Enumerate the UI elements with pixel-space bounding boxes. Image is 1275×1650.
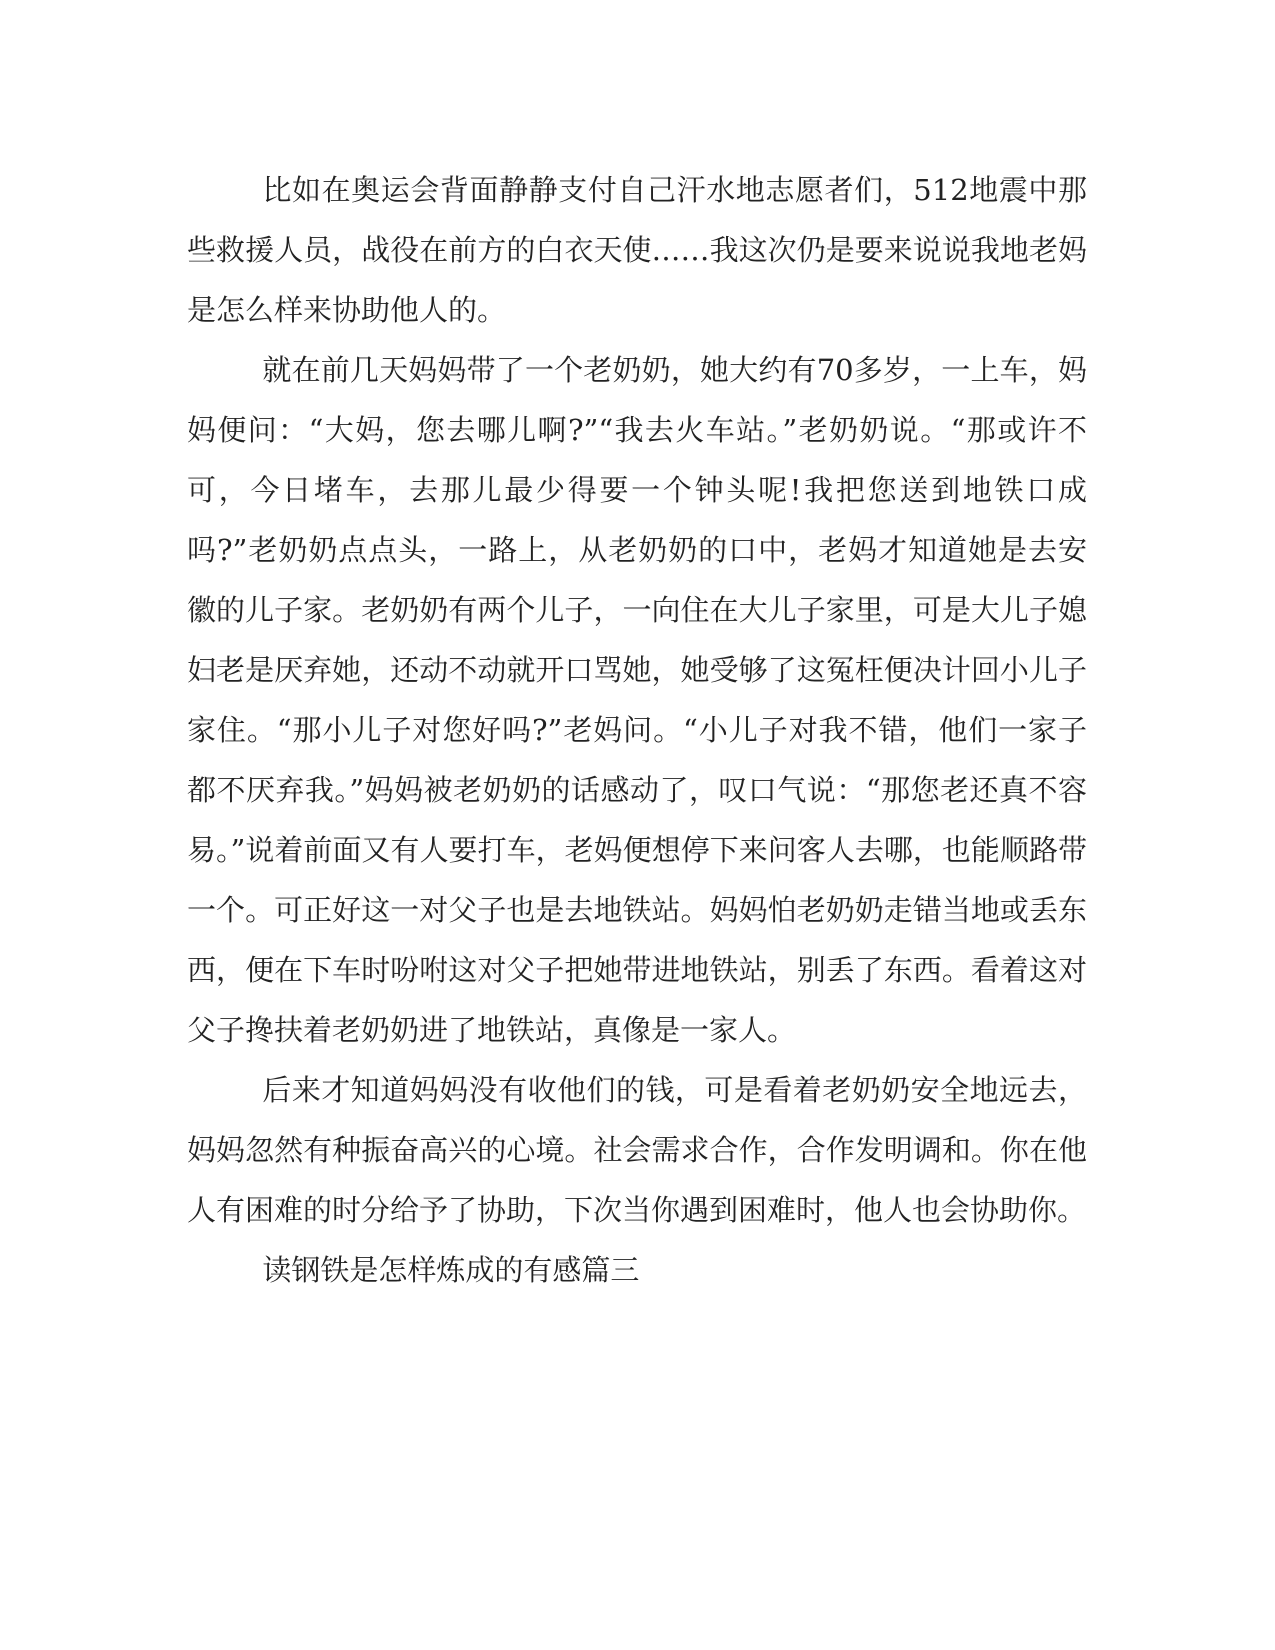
paragraph-volunteers: 比如在奥运会背面静静支付自己汗水地志愿者们，512地震中那些救援人员，战役在前方的白衣天使……我这次仍是要来说说我地老妈是怎么样来协助他人的。 (187, 173, 1087, 327)
document-body (187, 160, 1087, 1300)
section-heading: 读钢铁是怎样炼成的有感篇三 (262, 1253, 640, 1287)
paragraph-grandmother-story: 就在前几天妈妈带了一个老奶奶，她大约有70多岁，一上车，妈妈便问：“大妈，您去哪儿啊?”“我去火车站。”老奶奶说。“那或许不可，今日堵车，去那儿最少得要一个钟头呢!我把您送到地铁口成吗?”老奶奶点点头，一路上，从老奶奶的口中，老妈才知道她是去安徽的儿子家。老奶奶有两个儿子，一向住在大儿子家里，可是大儿子媳妇老是厌弃她，还动不动就开口骂她，她受够了这冤枉便决计回小儿子家住。“那小儿子对您好吗?”老妈问。“小儿子对我不错，他们一家子都不厌弃我。”妈妈被老奶奶的话感动了，叹口气说：“那您老还真不容易。”说着前面又有人要打车，老妈便想停下来问客人去哪，也能顺路带一个。可正好这一对父子也是去地铁站。妈妈怕老奶奶走错当地或丢东西，便在下车时吩咐这对父子把她带进地铁站，别丢了东西。看着这对父子搀扶着老奶奶进了地铁站，真像是一家人。 (187, 353, 1087, 1047)
paragraph-conclusion: 后来才知道妈妈没有收他们的钱，可是看着老奶奶安全地远去，妈妈忽然有种振奋高兴的心境。社会需求合作，合作发明调和。你在他人有困难的时分给予了协助，下次当你遇到困难时，他人也会协助你。 (187, 1073, 1087, 1227)
